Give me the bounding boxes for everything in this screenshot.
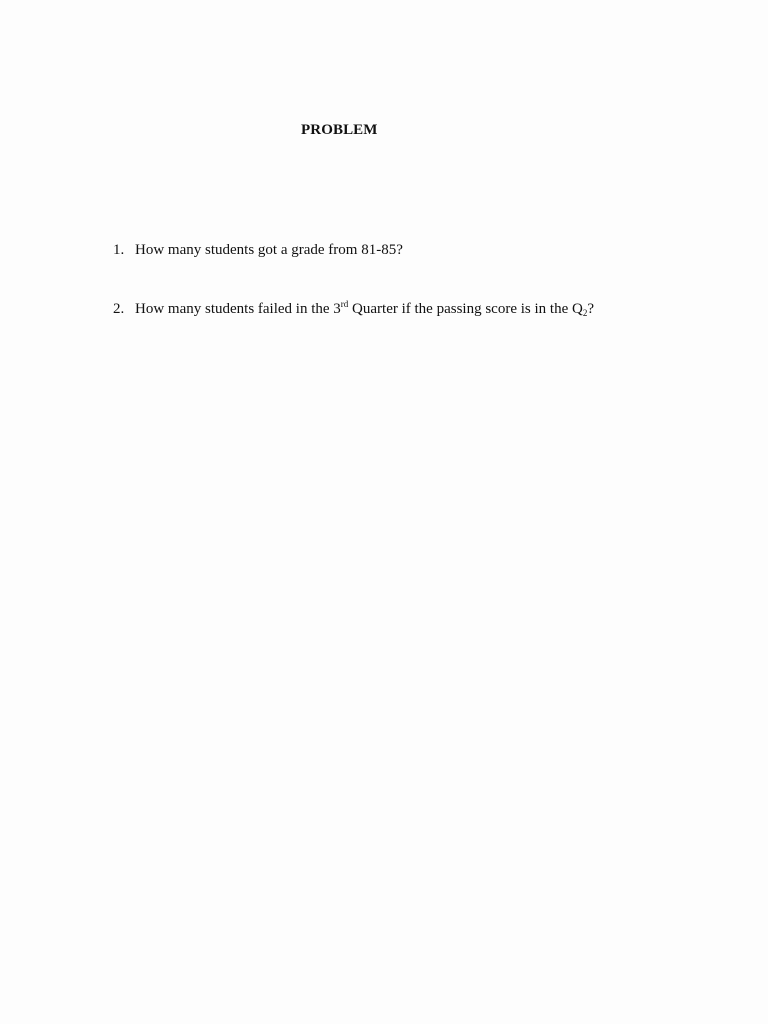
question-number: 1. xyxy=(113,242,125,258)
question-text-part: How many students failed in the 3 xyxy=(135,301,341,317)
question-text-part: Quarter if the passing score is in the Q xyxy=(348,301,583,317)
question-number: 2. xyxy=(113,301,125,317)
quartile-subscript: 2 xyxy=(582,308,588,318)
question-text: How many students got a grade from 81-85? xyxy=(135,242,403,258)
question-1 xyxy=(113,241,403,259)
question-text-end: ? xyxy=(587,301,594,317)
question-2 xyxy=(113,300,594,318)
ordinal-superscript: rd xyxy=(340,299,349,309)
page-title: PROBLEM xyxy=(301,122,378,138)
